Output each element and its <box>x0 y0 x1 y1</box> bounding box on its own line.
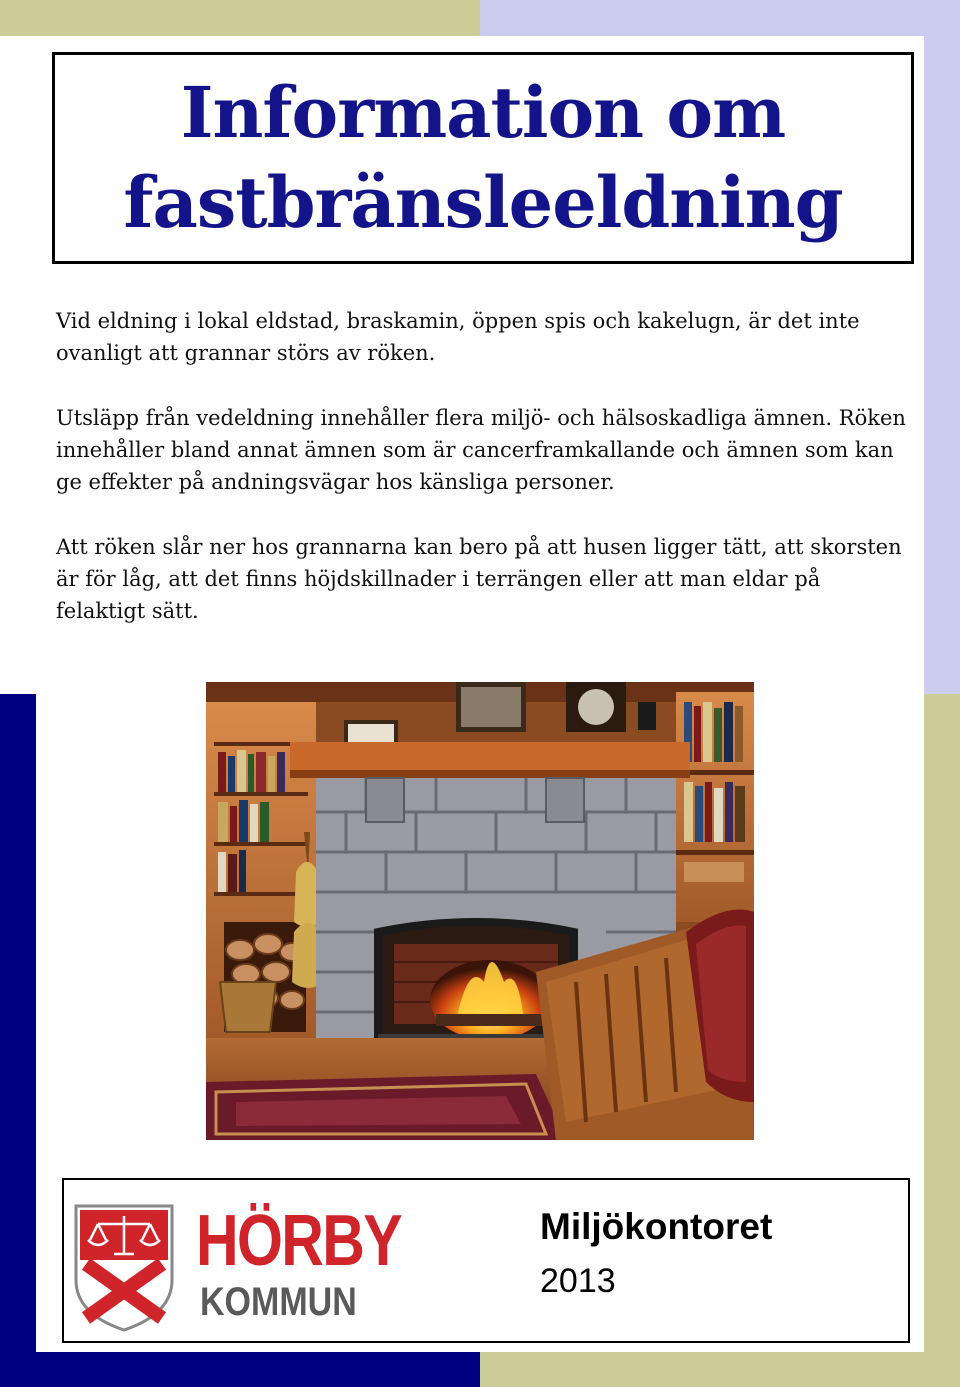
paragraph-1: Vid eldning i lokal eldstad, braskamin, öppen spis och kakelugn, är det inte ovanligt att grannar störs av röken. <box>56 309 860 365</box>
kommun-logo <box>74 1201 402 1332</box>
border-block-right-upper <box>924 0 960 694</box>
border-block-left-lower <box>0 694 36 1387</box>
title-box <box>52 52 914 264</box>
department-name: Miljökontoret <box>540 1206 773 1247</box>
footer-box <box>62 1178 910 1343</box>
paragraph-2: Utsläpp från vedeldning innehåller flera miljö- och hälsoskadliga ämnen. Röken innehåller bland annat ämnen som är cancerframkallande och ämnen som kan ge effekter på andningsvägar hos känsliga personer. <box>56 406 906 494</box>
publication-year: 2013 <box>540 1262 616 1300</box>
border-block-top-left <box>0 0 480 36</box>
border-block-bottom-right <box>480 1352 960 1387</box>
fireplace-photo <box>206 682 754 1140</box>
border-block-top-right <box>480 0 960 36</box>
coat-of-arms-icon <box>74 1202 174 1332</box>
body-text <box>56 305 912 660</box>
border-block-bottom-left <box>0 1352 480 1387</box>
paragraph-3: Att röken slår ner hos grannarna kan bero på att husen ligger tätt, att skorsten är för låg, att det finns höjdskillnader i terrängen eller att man eldar på felaktigt sätt. <box>56 535 902 623</box>
logo-word-horby: HÖRBY <box>196 1201 402 1281</box>
logo-word-kommun: KOMMUN <box>200 1280 357 1324</box>
title-line-1: Information om <box>180 71 786 154</box>
border-block-right-lower <box>924 694 960 1387</box>
title-line-2: fastbränsleeldning <box>123 161 843 244</box>
